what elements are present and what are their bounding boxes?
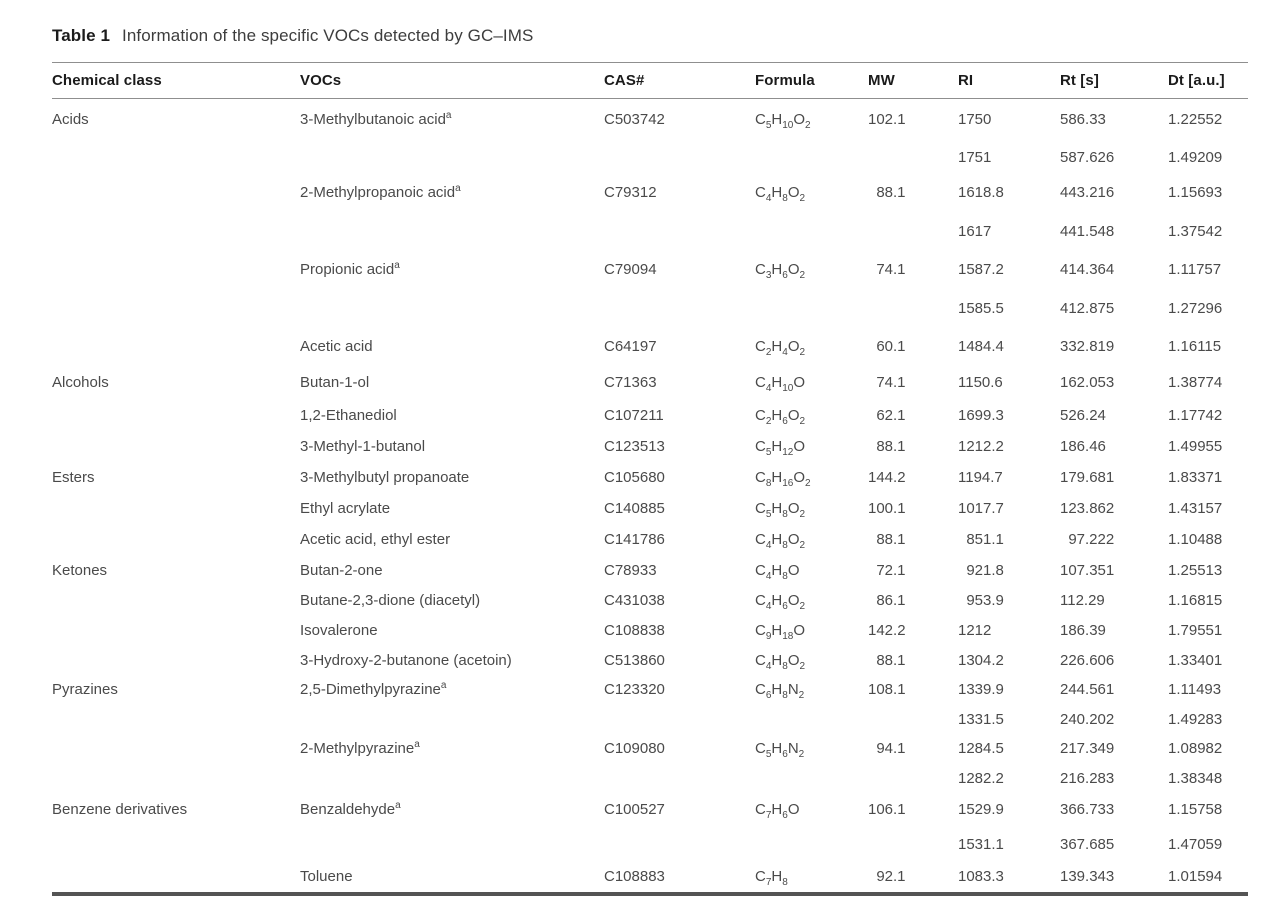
rt-cell: 414.364: [1060, 261, 1115, 278]
formula-cell: [755, 141, 868, 174]
rt-cell: 441.548: [1060, 222, 1115, 240]
ri-cell: 1531.1: [958, 835, 1004, 853]
mw-cell: [868, 764, 958, 793]
cas-cell: C64197: [604, 338, 657, 355]
formula-cell: [755, 289, 868, 328]
column-header-dt: Dt [a.u.]: [1168, 63, 1248, 99]
dt-cell: 1.49955: [1168, 437, 1223, 455]
dt-cell: 1.38774: [1168, 374, 1223, 391]
voc-cell: [300, 141, 604, 174]
voc-cell: Butan-2-one: [300, 561, 383, 579]
cas-cell: C71363: [604, 374, 657, 391]
chemical-class-cell: [52, 141, 300, 174]
dt-cell: 1.49209: [1168, 148, 1223, 166]
chemical-class-cell: [52, 431, 300, 462]
chemical-class-cell: [52, 289, 300, 328]
mw-cell: 88.1: [876, 437, 906, 455]
rt-cell: 366.733: [1060, 801, 1115, 818]
dt-cell: 1.25513: [1168, 561, 1223, 579]
cas-cell: [604, 764, 755, 793]
chemical-class-cell: [52, 862, 300, 894]
dt-cell: 1.22552: [1168, 111, 1223, 129]
ri-cell: 1585.5: [958, 299, 1004, 317]
voc-cell: Butan-1-ol: [300, 374, 370, 391]
formula-cell: $C_8H_{16}O_2$: [755, 468, 811, 489]
mw-cell: 74.1: [876, 261, 906, 278]
cas-cell: C503742: [604, 111, 665, 129]
voc-cell: Butane-2,3-dione (diacetyl): [300, 592, 481, 609]
table-row: [52, 141, 1248, 174]
chemical-class-cell: [52, 705, 300, 734]
chemical-class-cell: Acids: [52, 111, 89, 129]
formula-cell: [755, 764, 868, 793]
ri-cell: 1284.5: [958, 740, 1004, 757]
voc-cell: 3-Hydroxy-2-butanone (acetoin): [300, 651, 512, 669]
formula-cell: $C_3H_6O_2$: [755, 261, 806, 281]
rt-cell: 97.222: [1068, 530, 1115, 548]
voc-cell: [300, 764, 604, 793]
voc-cell: Ethyl acrylate: [300, 499, 391, 517]
dt-cell: 1.11757: [1168, 261, 1222, 278]
table-row: [52, 400, 1248, 431]
table-row: [52, 366, 1248, 400]
cas-cell: [604, 212, 755, 251]
dt-cell: 1.15758: [1168, 801, 1223, 818]
mw-cell: [868, 289, 958, 328]
mw-cell: 88.1: [876, 184, 906, 201]
chemical-class-cell: [52, 616, 300, 646]
formula-cell: [755, 827, 868, 862]
mw-cell: 88.1: [876, 530, 906, 548]
voc-cell: [300, 827, 604, 862]
ri-cell: 1331.5: [958, 710, 1004, 728]
rt-cell: 179.681: [1060, 468, 1115, 486]
rt-cell: 123.862: [1060, 499, 1115, 517]
formula-cell: $C_5H_{12}O$: [755, 437, 806, 458]
formula-cell: [755, 705, 868, 734]
column-header-formula: Formula: [755, 63, 868, 99]
column-header-vocs: VOCs: [300, 63, 604, 99]
voc-cell: 2,5-Dimethylpyrazine$^a$: [300, 680, 447, 698]
voc-cell: 2-Methylpropanoic acid$^a$: [300, 183, 461, 201]
table-row: [52, 764, 1248, 793]
chemical-class-cell: Alcohols: [52, 374, 109, 391]
chemical-class-cell: [52, 174, 300, 212]
voc-cell: 3-Methylbutyl propanoate: [300, 468, 470, 486]
table-row: [52, 289, 1248, 328]
chemical-class-cell: Esters: [52, 468, 95, 486]
rt-cell: 226.606: [1060, 651, 1115, 669]
mw-cell: [868, 141, 958, 174]
footnote-marker: a: [414, 739, 420, 750]
voc-cell: 3-Methylbutanoic acid$^a$: [300, 110, 452, 129]
ri-cell: 1529.9: [958, 801, 1004, 818]
header-row: [52, 63, 1248, 99]
voc-cell: Propionic acid$^a$: [300, 260, 400, 278]
ri-cell: 1304.2: [958, 651, 1004, 669]
table-row: [52, 431, 1248, 462]
rt-cell: 443.216: [1060, 184, 1115, 201]
rt-cell: 526.24: [1060, 406, 1106, 424]
column-header-rt: Rt [s]: [1060, 63, 1168, 99]
mw-cell: 86.1: [876, 592, 906, 609]
ri-cell: 1617: [958, 222, 992, 240]
table-row: [52, 827, 1248, 862]
formula-cell: $C_2H_6O_2$: [755, 406, 806, 427]
chemical-class-cell: Benzene derivatives: [52, 801, 188, 818]
ri-cell: 1750: [958, 111, 992, 129]
formula-cell: $C_5H_{10}O_2$: [755, 111, 811, 132]
table-row: [52, 793, 1248, 827]
dt-cell: 1.11493: [1168, 681, 1222, 698]
column-header-ri: RI: [958, 63, 1060, 99]
formula-cell: $C_7H_6O$: [755, 801, 800, 821]
mw-cell: 144.2: [868, 468, 906, 486]
rt-cell: 112.29: [1060, 592, 1105, 609]
ri-cell: 1212.2: [958, 437, 1004, 455]
table-row: [52, 99, 1248, 141]
dt-cell: 1.08982: [1168, 740, 1223, 757]
table-row: [52, 675, 1248, 705]
cas-cell: [604, 705, 755, 734]
voc-cell: 3-Methyl-1-butanol: [300, 437, 426, 455]
rt-cell: 217.349: [1060, 740, 1115, 757]
column-header-chemical-class: Chemical class: [52, 63, 300, 99]
formula-cell: $C_4H_8O$: [755, 561, 800, 582]
voc-cell: Benzaldehyde$^a$: [300, 800, 401, 818]
chemical-class-cell: [52, 251, 300, 289]
mw-cell: 74.1: [876, 374, 906, 391]
table-row: [52, 734, 1248, 764]
rt-cell: 244.561: [1060, 681, 1115, 698]
formula-cell: $C_4H_8O_2$: [755, 530, 806, 551]
cas-cell: C123320: [604, 681, 665, 698]
voc-cell: Toluene: [300, 862, 604, 894]
chemical-class-cell: [52, 400, 300, 431]
ri-cell: 1484.4: [958, 338, 1004, 355]
mw-cell: [868, 705, 958, 734]
mw-cell: 100.1: [868, 499, 906, 517]
chemical-class-cell: [52, 212, 300, 251]
dt-cell: 1.49283: [1168, 710, 1223, 728]
ri-cell: 851.1: [966, 530, 1004, 548]
mw-cell: 108.1: [868, 681, 906, 698]
voc-cell: Acetic acid, ethyl ester: [300, 530, 451, 548]
cas-cell: C140885: [604, 499, 665, 517]
cas-cell: C123513: [604, 437, 665, 455]
table-row: [52, 251, 1248, 289]
voc-cell: Isovalerone: [300, 622, 378, 639]
table-row: [52, 705, 1248, 734]
mw-cell: 142.2: [868, 622, 906, 639]
table-row: [52, 555, 1248, 586]
table-title: [52, 26, 1248, 46]
formula-cell: $C_5H_8O_2$: [755, 499, 806, 520]
cas-cell: C513860: [604, 651, 665, 669]
formula-cell: $C_5H_6N_2$: [755, 740, 805, 760]
formula-cell: $C_6H_8N_2$: [755, 681, 805, 701]
dt-cell: 1.15693: [1168, 184, 1223, 201]
chemical-class-cell: [52, 646, 300, 675]
voc-table: [52, 62, 1248, 896]
cas-cell: C141786: [604, 530, 665, 548]
chemical-class-cell: [52, 328, 300, 366]
dt-cell: 1.37542: [1168, 222, 1223, 240]
ri-cell: 1282.2: [958, 769, 1004, 787]
dt-cell: 1.38348: [1168, 769, 1223, 787]
ri-cell: 1150.6: [958, 374, 1003, 391]
chemical-class-cell: Pyrazines: [52, 681, 118, 698]
mw-cell: [868, 827, 958, 862]
dt-cell: 1.10488: [1168, 530, 1223, 548]
cas-cell: C107211: [604, 406, 664, 424]
ri-cell: 953.9: [966, 592, 1004, 609]
cas-cell: C431038: [604, 592, 665, 609]
dt-cell: 1.16815: [1168, 592, 1223, 609]
mw-cell: 106.1: [868, 801, 906, 818]
dt-cell: 1.83371: [1168, 468, 1223, 486]
dt-cell: 1.79551: [1168, 622, 1223, 639]
formula-cell: $C_2H_4O_2$: [755, 338, 806, 358]
cas-cell: C79094: [604, 261, 657, 278]
mw-cell: [868, 212, 958, 251]
chemical-class-cell: [52, 586, 300, 616]
cas-cell: C108838: [604, 622, 665, 639]
cas-cell: C100527: [604, 801, 665, 818]
cas-cell: [604, 289, 755, 328]
ri-cell: 1212: [958, 622, 992, 639]
mw-cell: 88.1: [876, 651, 906, 669]
chemical-class-cell: [52, 524, 300, 555]
mw-cell: 72.1: [876, 561, 906, 579]
cas-cell: C78933: [604, 561, 657, 579]
voc-cell: 1,2-Ethanediol: [300, 406, 397, 424]
chemical-class-cell: [52, 827, 300, 862]
ri-cell: 1587.2: [958, 261, 1004, 278]
table-row: [52, 328, 1248, 366]
rt-cell: 186.46: [1060, 437, 1106, 455]
dt-cell: 1.17742: [1168, 406, 1223, 424]
formula-cell: $C_4H_{10}O$: [755, 374, 806, 394]
footnote-marker: a: [395, 800, 401, 811]
cas-cell: C105680: [604, 468, 665, 486]
dt-cell: 1.47059: [1168, 835, 1223, 853]
voc-cell: [300, 289, 604, 328]
rt-cell: 587.626: [1060, 148, 1115, 166]
table-row: [52, 586, 1248, 616]
table-row: [52, 862, 1248, 894]
rt-cell: 139.343: [1060, 862, 1168, 894]
chemical-class-cell: [52, 764, 300, 793]
table-container: [52, 26, 1248, 896]
table-row: [52, 493, 1248, 524]
table-row: [52, 174, 1248, 212]
table-row: [52, 212, 1248, 251]
mw-cell: 102.1: [868, 111, 906, 129]
ri-cell: 1194.7: [958, 468, 1003, 486]
table-title-caption: Information of the specific VOCs detected by GC–IMS: [122, 26, 534, 45]
dt-cell: 1.01594: [1168, 862, 1248, 894]
dt-cell: 1.33401: [1168, 651, 1223, 669]
chemical-class-cell: Ketones: [52, 561, 108, 579]
formula-cell: $C_4H_8O_2$: [755, 184, 806, 204]
ri-cell: 1751: [958, 148, 992, 166]
dt-cell: 1.16115: [1168, 338, 1222, 355]
footnote-marker: a: [440, 680, 447, 691]
voc-cell: [300, 705, 604, 734]
rt-cell: 107.351: [1060, 561, 1115, 579]
dt-cell: 1.43157: [1168, 499, 1223, 517]
voc-cell: [300, 212, 604, 251]
formula-cell: [755, 212, 868, 251]
ri-cell: 1017.7: [958, 499, 1004, 517]
rt-cell: 240.202: [1060, 710, 1115, 728]
rt-cell: 216.283: [1060, 769, 1115, 787]
mw-cell: 62.1: [876, 406, 906, 424]
table-row: [52, 616, 1248, 646]
rt-cell: 412.875: [1060, 299, 1115, 317]
table-header: [52, 63, 1248, 99]
column-header-mw: MW: [868, 63, 958, 99]
footnote-marker: a: [445, 110, 452, 122]
formula-cell: $C_4H_6O_2$: [755, 592, 806, 612]
cas-cell: C109080: [604, 740, 665, 757]
rt-cell: 162.053: [1060, 374, 1115, 391]
footnote-marker: a: [394, 260, 400, 271]
footnote-marker: a: [455, 183, 461, 194]
dt-cell: 1.27296: [1168, 299, 1223, 317]
ri-cell: 1618.8: [958, 184, 1004, 201]
table-row: [52, 524, 1248, 555]
voc-table-body: [52, 99, 1248, 894]
ri-cell: 1083.3: [958, 862, 1060, 894]
rt-cell: 367.685: [1060, 835, 1115, 853]
cas-cell: C108883: [604, 862, 755, 894]
cas-cell: [604, 827, 755, 862]
mw-cell: 60.1: [876, 338, 906, 355]
column-header-cas: CAS#: [604, 63, 755, 99]
table-title-label: Table 1: [52, 26, 111, 45]
ri-cell: 1339.9: [958, 681, 1004, 698]
chemical-class-cell: [52, 734, 300, 764]
formula-cell: $C_7H_8$: [755, 862, 868, 894]
table-row: [52, 462, 1248, 493]
chemical-class-cell: [52, 493, 300, 524]
mw-cell: 92.1: [868, 862, 958, 894]
rt-cell: 332.819: [1060, 338, 1115, 355]
cas-cell: [604, 141, 755, 174]
cas-cell: C79312: [604, 184, 657, 201]
mw-cell: 94.1: [876, 740, 906, 757]
ri-cell: 921.8: [966, 561, 1004, 579]
voc-cell: 2-Methylpyrazine$^a$: [300, 739, 420, 757]
formula-cell: $C_9H_{18}O$: [755, 622, 806, 642]
table-row: [52, 646, 1248, 675]
rt-cell: 186.39: [1060, 622, 1106, 639]
voc-cell: Acetic acid: [300, 338, 373, 355]
ri-cell: 1699.3: [958, 406, 1004, 424]
formula-cell: $C_4H_8O_2$: [755, 651, 806, 672]
rt-cell: 586.33: [1060, 111, 1106, 129]
